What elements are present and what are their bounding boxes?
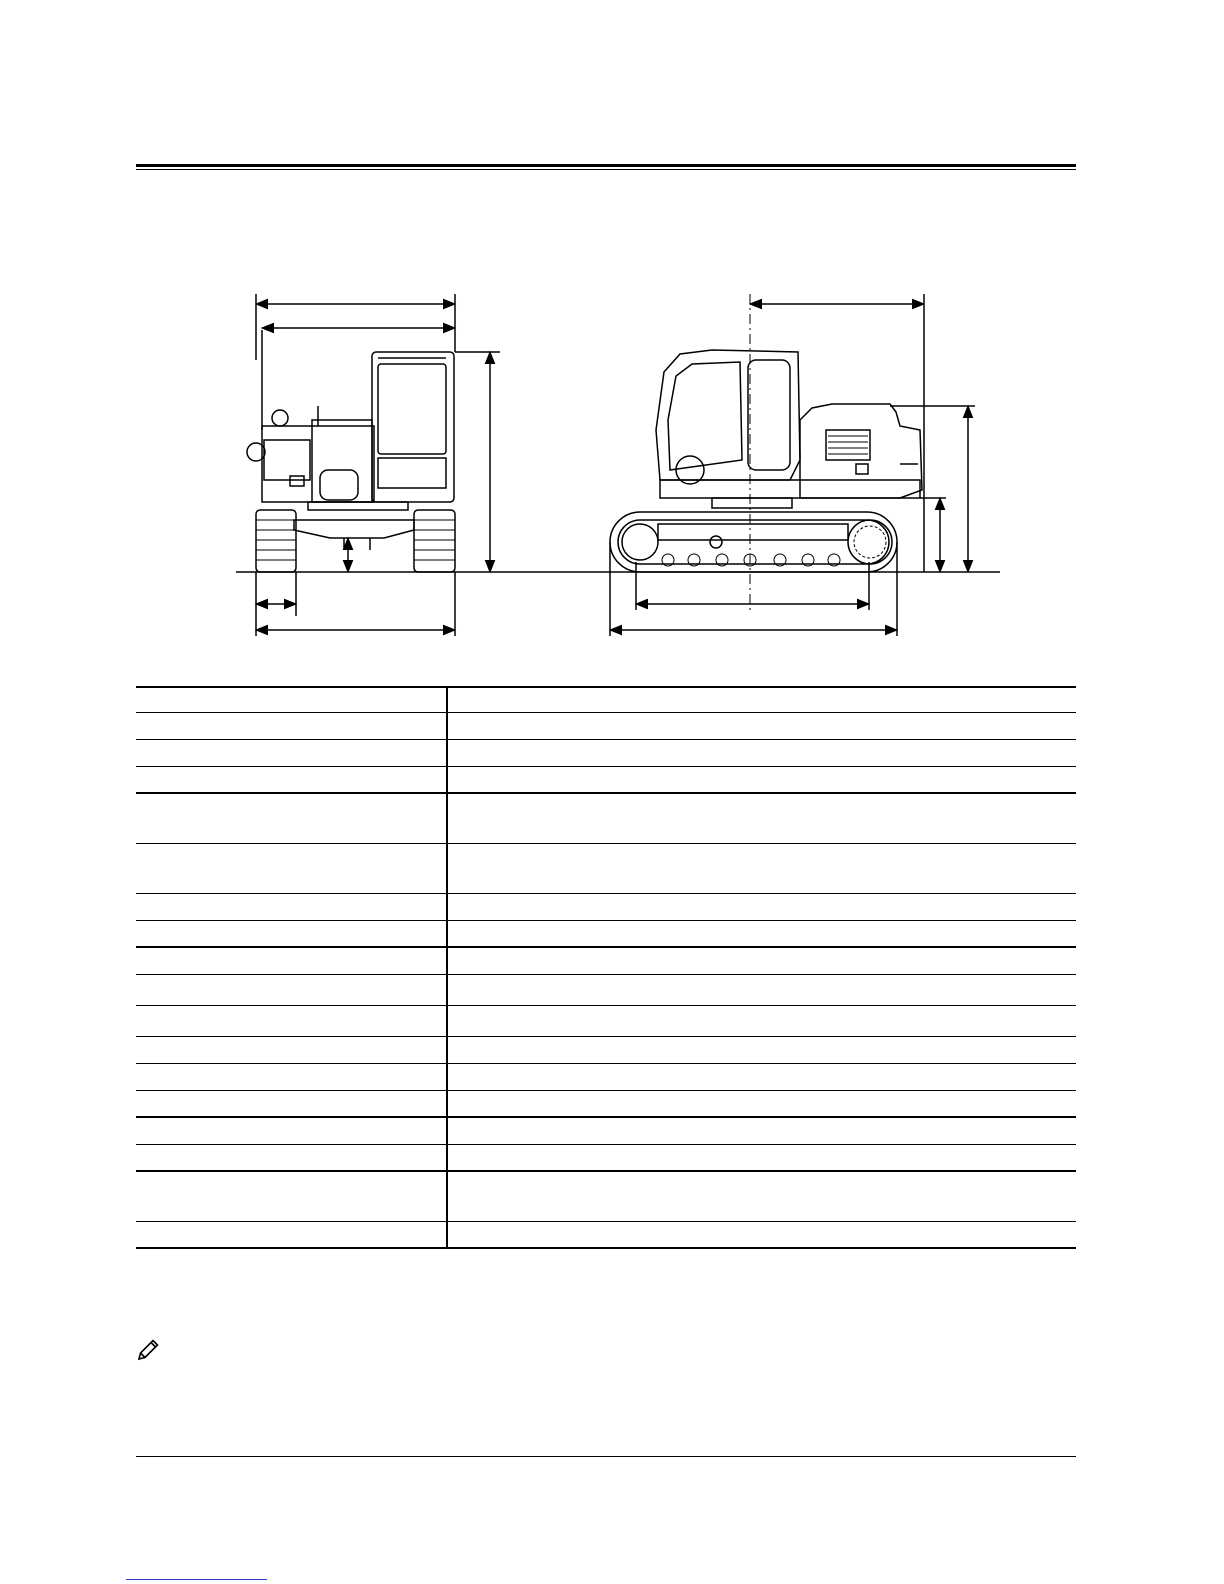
spec-table-row [136,894,1076,921]
column-divider [446,1222,448,1247]
spec-table-row [136,1118,1076,1145]
spec-table [136,686,1076,1249]
column-divider [446,894,448,920]
spec-table-row [136,948,1076,975]
header-rule-thin [136,169,1076,170]
header-rule-thick [136,164,1076,167]
front-view-machine [247,294,455,636]
column-divider [446,921,448,946]
column-divider [446,948,448,974]
column-divider [446,975,448,1005]
column-divider [446,794,448,843]
spec-table-row [136,767,1076,794]
footer-rule [136,1456,1076,1457]
column-divider [446,1037,448,1063]
column-divider [446,1172,448,1221]
side-view-machine [610,294,924,636]
column-divider [446,1091,448,1116]
spec-table-row [136,921,1076,948]
column-divider [446,1118,448,1144]
column-divider [446,767,448,792]
footer-link-underline[interactable] [126,1579,267,1580]
spec-table-row [136,1145,1076,1172]
column-divider [446,686,448,712]
spec-table-row [136,1037,1076,1064]
pencil-note-icon [136,1338,160,1362]
spec-table-row [136,1222,1076,1249]
spec-table-row [136,794,1076,844]
spec-table-row [136,713,1076,740]
excavator-dimension-diagram [0,280,1224,660]
column-divider [446,740,448,766]
column-divider [446,1064,448,1090]
spec-table-row [136,844,1076,894]
spec-table-row [136,740,1076,767]
spec-table-row [136,1006,1076,1037]
column-divider [446,713,448,739]
column-divider [446,844,448,893]
spec-table-row [136,975,1076,1006]
column-divider [446,1006,448,1036]
spec-table-row [136,1064,1076,1091]
spec-table-row [136,1091,1076,1118]
column-divider [446,1145,448,1170]
spec-table-row [136,1172,1076,1222]
spec-table-row [136,686,1076,713]
